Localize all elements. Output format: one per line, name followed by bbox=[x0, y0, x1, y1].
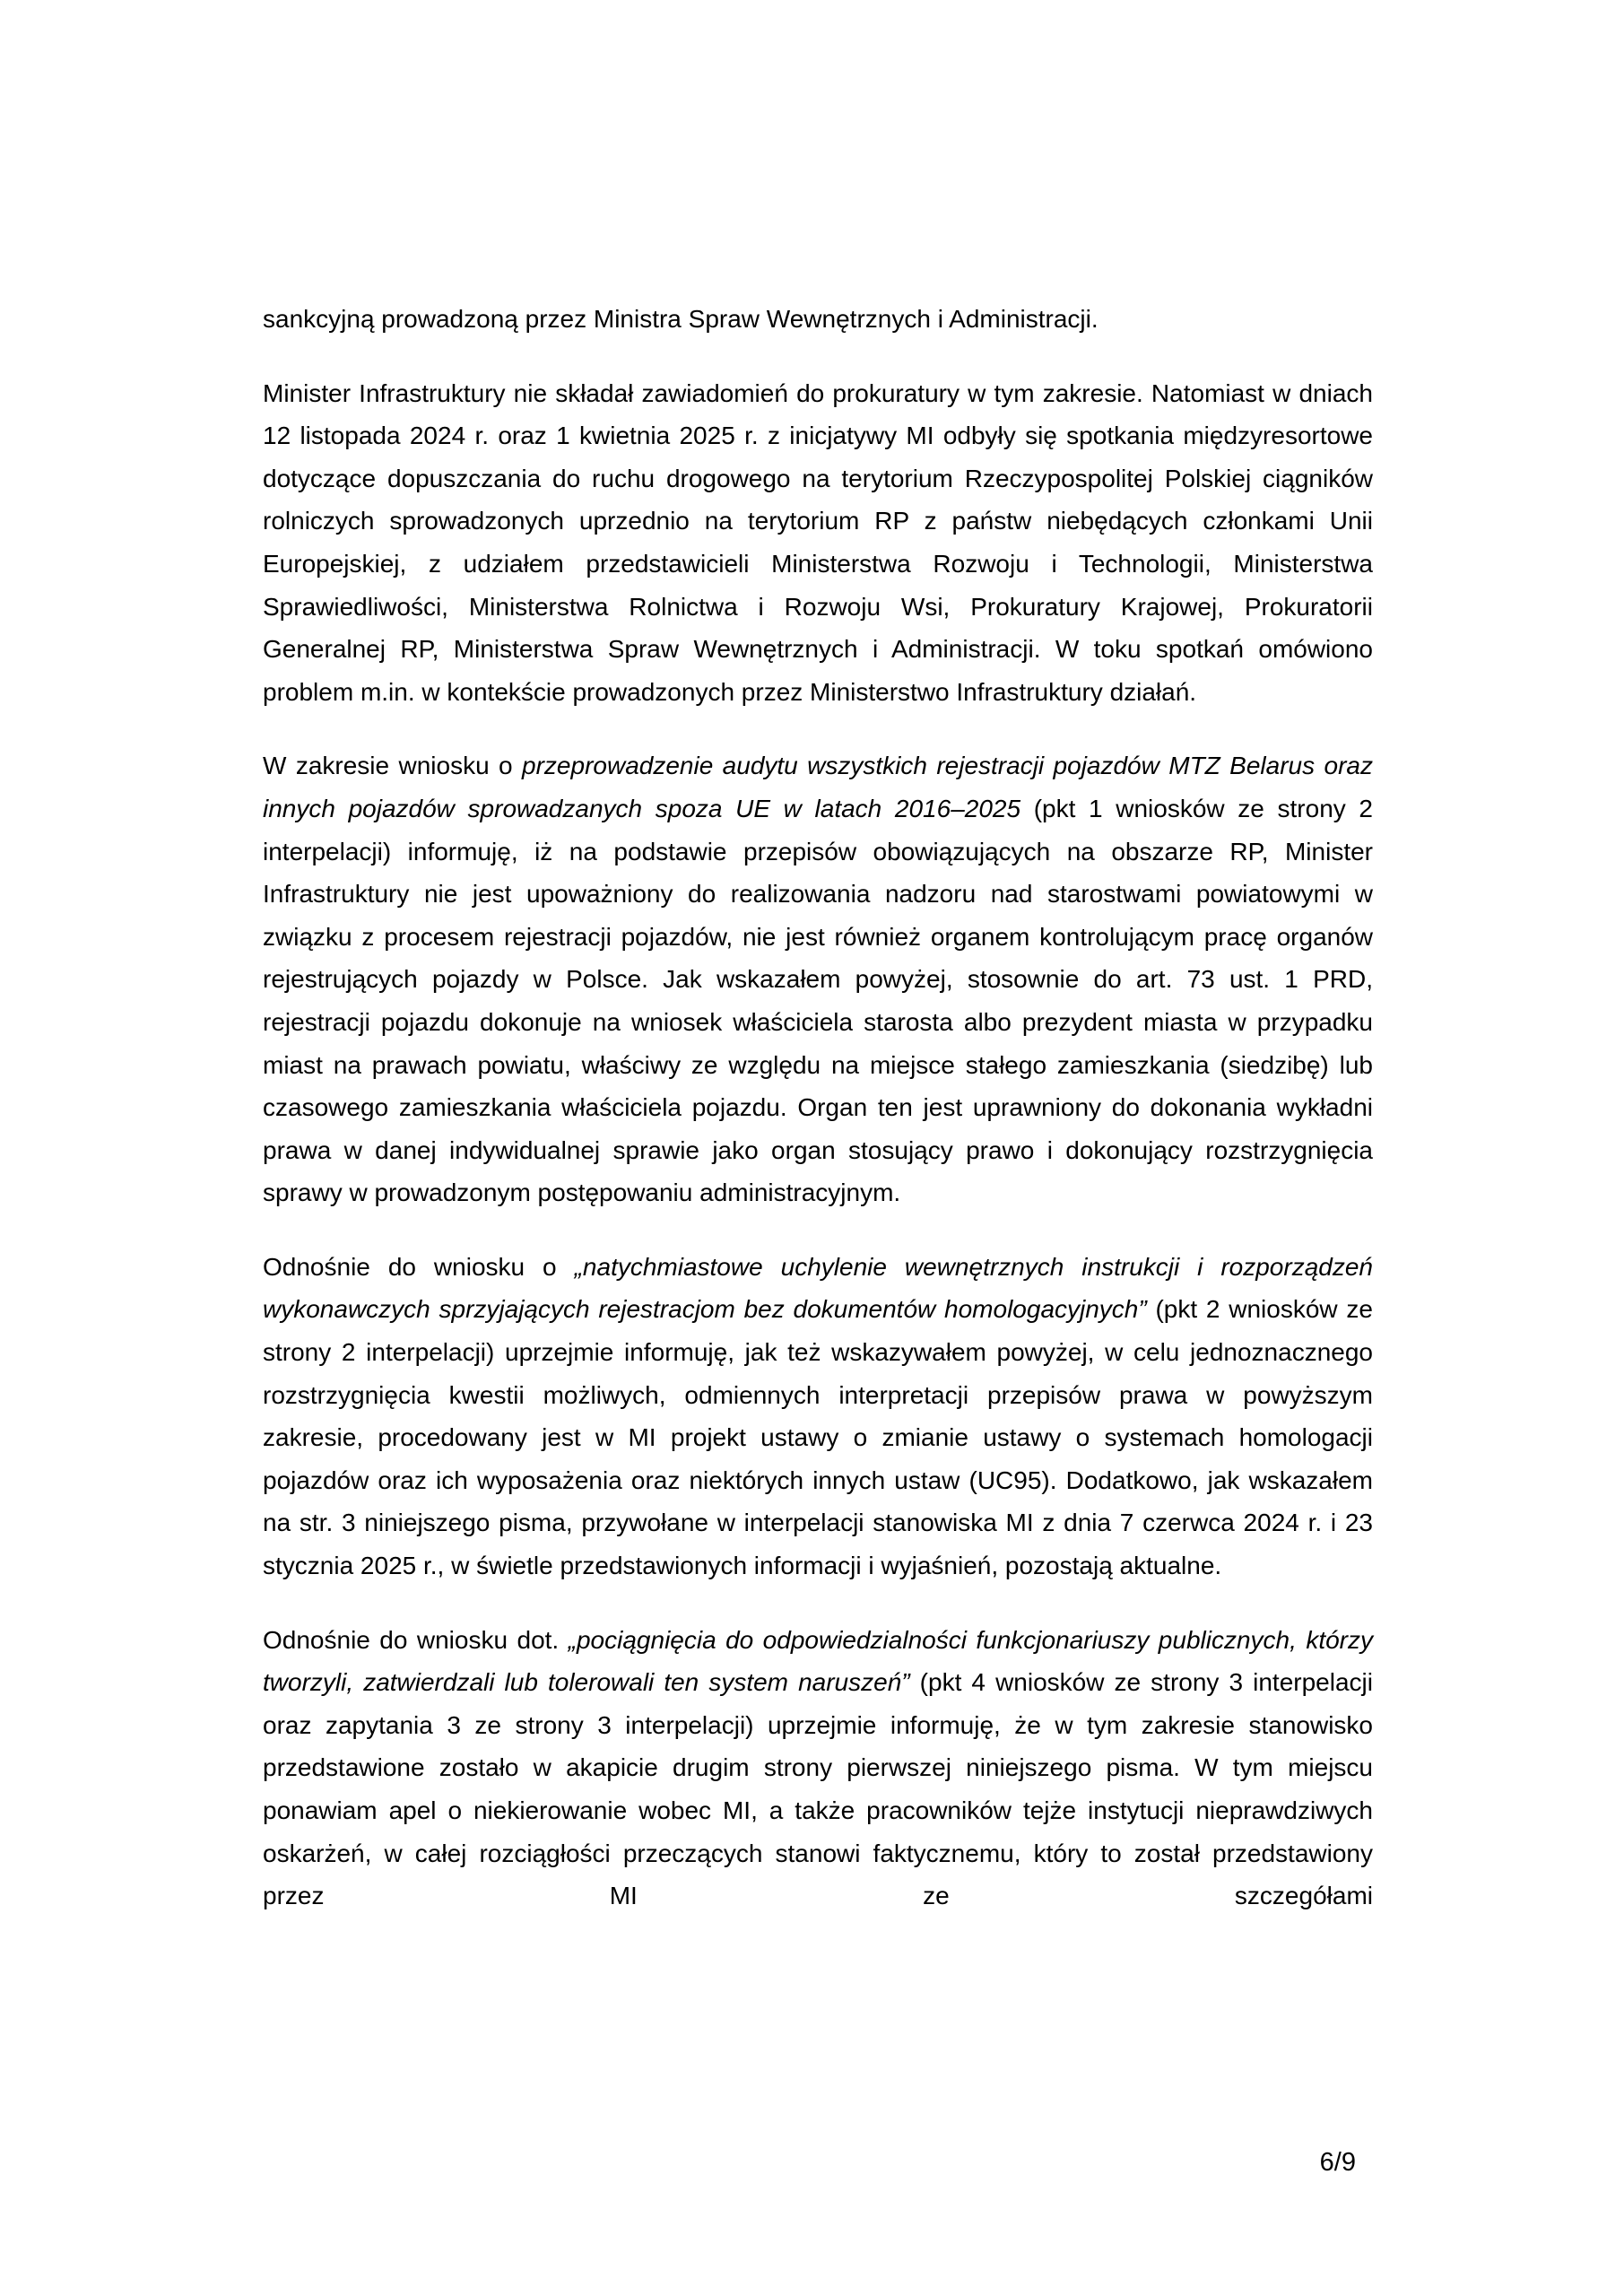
text-run: Minister Infrastruktury nie składał zawiadomień do prokuratury w tym zakresie. Natomiast w dniach 12 listopada 2024 r. oraz 1 kwietnia 2025 r. z inicjatywy MI odbyły się spotkania międzyresortowe dotyczące dopuszczania do ruchu drogowego na terytorium Rzeczypospolitej Polskiej ciągników rolniczych sprowadzonych uprzednio na terytorium RP z państw niebędących członkami Unii Europejskiej, z udziałem przedstawicieli Ministerstwa Rozwoju i Technologii, Ministerstwa Sprawiedliwości, Ministerstwa Rolnictwa i Rozwoju Wsi, Prokuratury Krajowej, Prokuratorii Generalnej RP, Ministerstwa Spraw Wewnętrznych i Administracji. W toku spotkań omówiono problem m.in. w kontekście prowadzonych przez Ministerstwo Infrastruktury działań. bbox=[263, 378, 1373, 706]
text-run: Odnośnie do wniosku o bbox=[263, 1252, 575, 1281]
text-run: W zakresie wniosku o bbox=[263, 752, 523, 780]
document-body bbox=[263, 298, 1373, 1949]
text-run: (pkt 4 wniosków ze strony 3 interpelacji oraz zapytania 3 ze strony 3 interpelacji) uprzejmie informuję, że w tym zakresie stanowisko przedstawione zostało w akapicie drugim strony pierwszej niniejszego pisma. W tym miejscu ponawiam apel o niekierowanie wobec MI, a także pracowników tejże instytucji nieprawdziwych oskarżeń, w całej rozciągłości przeczących stanowi faktycznemu, który to został przedstawiony przez MI ze szczegółami bbox=[263, 1668, 1373, 1910]
italic-run: „pociągnięcia do odpowiedzialności funkcjonariuszy publicznych, którzy tworzyli, zatwierdzali lub tolerowali ten system naruszeń” bbox=[263, 1625, 1374, 1697]
paragraph bbox=[263, 744, 1373, 1214]
italic-run: przeprowadzenie audytu wszystkich rejestracji pojazdów MTZ Belarus oraz innych pojazdów sprowadzanych spoza UE w latach 2016–2025 bbox=[263, 752, 1373, 822]
text-run: (pkt 2 wniosków ze strony 2 interpelacji) uprzejmie informuję, jak też wskazywałem powyżej, w celu jednoznacznego rozstrzygnięcia kwestii możliwych, odmiennych interpretacji przepisów prawa w powyższym zakresie, procedowany jest w MI projekt ustawy o zmianie ustawy o systemach homologacji pojazdów oraz ich wyposażenia oraz niektórych innych ustaw (UC95). Dodatkowo, jak wskazałem na str. 3 niniejszego pisma, przywołane w interpelacji stanowiska MI z dnia 7 czerwca 2024 r. i 23 stycznia 2025 r., w świetle przedstawionych informacji i wyjaśnień, pozostają aktualne. bbox=[263, 1295, 1373, 1580]
page-number: 6/9 bbox=[1319, 2148, 1356, 2177]
paragraph bbox=[263, 1619, 1373, 1918]
paragraph bbox=[263, 372, 1373, 714]
paragraph bbox=[263, 298, 1373, 341]
text-run: sankcyjną prowadzoną przez Ministra Spraw Wewnętrznych i Administracji. bbox=[263, 305, 1099, 333]
text-run: Odnośnie do wniosku dot. bbox=[263, 1625, 569, 1654]
text-run: (pkt 1 wniosków ze strony 2 interpelacji) informuję, iż na podstawie przepisów obowiązujących na obszarze RP, Minister Infrastruktury nie jest upoważniony do realizowania nadzoru nad starostwami powiatowymi w związku z procesem rejestracji pojazdów, nie jest również organem kontrolującym pracę organów rejestrujących pojazdy w Polsce. Jak wskazałem powyżej, stosownie do art. 73 ust. 1 PRD, rejestracji pojazdu dokonuje na wniosek właściciela starosta albo prezydent miasta w przypadku miast na prawach powiatu, właściwy ze względu na miejsce stałego zamieszkania (siedzibę) lub czasowego zamieszkania właściciela pojazdu. Organ ten jest uprawniony do dokonania wykładni prawa w danej indywidualnej sprawie jako organ stosujący prawo i dokonujący rozstrzygnięcia sprawy w prowadzonym postępowaniu administracyjnym. bbox=[263, 794, 1373, 1207]
paragraph bbox=[263, 1246, 1373, 1587]
italic-run: „natychmiastowe uchylenie wewnętrznych instrukcji i rozporządzeń wykonawczych sprzyjających rejestracjom bez dokumentów homologacyjnych” bbox=[263, 1252, 1373, 1324]
